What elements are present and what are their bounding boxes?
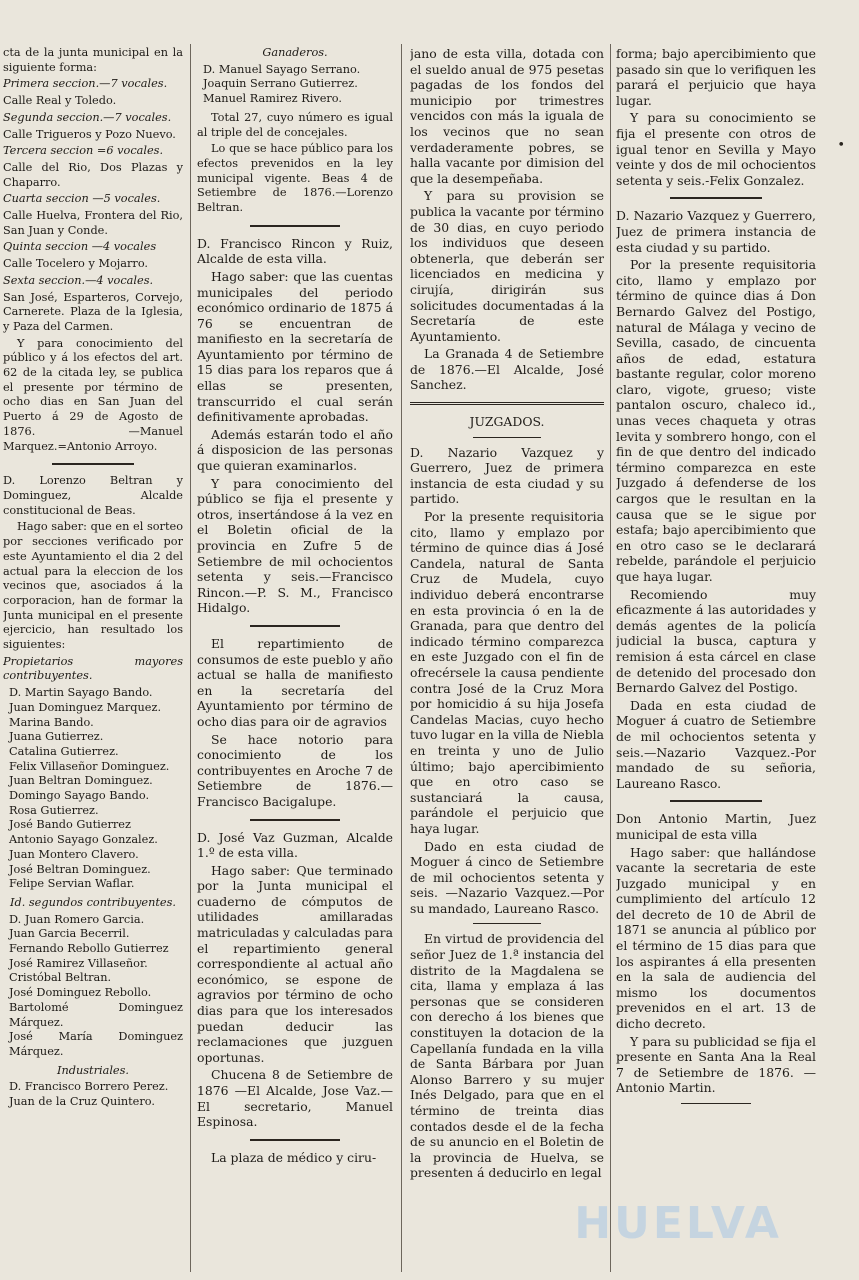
list-item: José María Dominguez Márquez. bbox=[9, 1030, 183, 1058]
list-item: José Dominguez Rebollo. bbox=[9, 986, 152, 1000]
intro-text: cta de la junta municipal en la siguiente forma: bbox=[3, 46, 183, 74]
margin-mark: • bbox=[837, 138, 845, 153]
notice-body: Además estarán todo el año á disposicion de las personas que quieran examinarlos. bbox=[197, 426, 393, 474]
list-item: Fernando Rebollo Gutierrez bbox=[9, 942, 169, 956]
section-heading: Sexta seccion.—4 vocales. bbox=[3, 273, 154, 287]
list-item: José Bando Gutierrez bbox=[9, 818, 131, 832]
notice-body: La plaza de médico y ciru- bbox=[211, 1149, 377, 1165]
column-rule bbox=[610, 44, 611, 1272]
name-list bbox=[3, 1080, 183, 1109]
name-list bbox=[197, 63, 393, 107]
notice-body: Recomiendo muy eficazmente á las autoridades y demás agentes de la policía judicial la busca, captura y remision á esta cárcel en clase de detenido del procesado don Bernardo Galvez del Postigo. bbox=[616, 586, 816, 696]
notice-body: Y para su provision se publica la vacante por término de 30 dias, en cuyo periodo los individuos que deseen obtenerla, que deberán ser licenciados en medicina y cirujía, dirigirán sus solicitudes documentadas á la Secretaría de este Ayuntamiento. bbox=[410, 188, 604, 344]
notice-heading: D. Lorenzo Beltran y Dominguez, Alcalde constitucional de Beas. bbox=[3, 474, 183, 517]
column-1 bbox=[3, 46, 183, 1266]
archive-watermark: HUELVA bbox=[574, 1198, 782, 1249]
list-item: D. Manuel Sayago Serrano. bbox=[203, 62, 361, 76]
section-heading: Segunda seccion.—7 vocales. bbox=[3, 110, 172, 124]
list-item: D. Francisco Borrero Perez. bbox=[9, 1080, 169, 1094]
name-list bbox=[3, 913, 183, 1060]
separator bbox=[670, 197, 762, 199]
separator bbox=[473, 923, 541, 924]
separator bbox=[52, 463, 135, 465]
separator bbox=[670, 800, 762, 802]
column-2 bbox=[197, 46, 393, 1266]
notice-body: jano de esta villa, dotada con el sueldo anual de 975 pesetas pagadas de los fondos del municipio por trimestres vencidos con más la iguala de los vecinos que no sean verdaderamente pobres, se halla vacante por dimision del que la desempeñaba. bbox=[410, 46, 604, 186]
notice-body: Hago saber: Que terminado por la Junta municipal el cuaderno de cómputos de utilidades amillaradas matriculadas y calculadas para el repartimiento general correspondiente al actual año económico, se espone de agravios por término de ocho dias para que los interesados puedan deducir las reclamaciones que juzguen oportunas. bbox=[197, 862, 393, 1065]
notice-body: Total 27, cuyo número es igual al triple del de concejales. bbox=[197, 110, 393, 139]
list-item: Felipe Servian Waflar. bbox=[9, 877, 135, 891]
list-item: Antonio Sayago Gonzalez. bbox=[9, 833, 158, 847]
notice-body: Lo que se hace público para los efectos prevenidos en la ley municipal vigente. Beas 4 de Setiembre de 1876.—Lorenzo Beltran. bbox=[197, 142, 393, 215]
notice-body: Por la presente requisitoria cito, llamo y emplazo por término de quince dias á José Candela, natural de Santa Cruz de Mudela, cuyo individuo deberá encontrarse en esta provincia ó en la de Granada, para que dentro del indicado término comparezca en este Juzgado con el fin de ofrecérsele la causa pendiente contra José de la Cruz Mora por homicidio á su hija Josefa Candelas Macias, cuyo hecho tuvo lugar en la villa de Niebla en treinta y uno de Julio último; bajo apercibimiento que en otro caso se sustanciará la causa, parándole el perjuicio que haya lugar. bbox=[410, 509, 604, 836]
notice-body: Y para su publicidad se fija el presente en Santa Ana la Real 7 de Setiembre de 1876. —Antonio Martin. bbox=[616, 1033, 816, 1096]
list-item: Manuel Ramirez Rivero. bbox=[203, 92, 342, 106]
list-item: Cristóbal Beltran. bbox=[9, 971, 112, 985]
list-item: Juan Dominguez Marquez. bbox=[9, 700, 162, 714]
list-item: Joaquin Serrano Gutierrez. bbox=[203, 77, 358, 91]
double-rule bbox=[410, 402, 604, 405]
list-title: Id. segundos contribuyentes. bbox=[10, 895, 176, 909]
list-item: José Beltran Dominguez. bbox=[9, 862, 151, 876]
column-rule bbox=[190, 44, 191, 1272]
list-item: Rosa Gutierrez. bbox=[9, 803, 99, 817]
separator bbox=[250, 625, 340, 627]
notice-body: Dado en esta ciudad de Moguer á cinco de Setiembre de mil ochocientos setenta y seis. —Nazario Vazquez.—Por su mandado, Laureano Rasco. bbox=[410, 838, 604, 916]
list-item: Juan Garcia Becerril. bbox=[9, 927, 130, 941]
list-item: D. Martin Sayago Bando. bbox=[9, 686, 153, 700]
notice-body: Y para conocimiento del público se fija el presente y otros, insertándose á la vez en el Boletin oficial de la provincia en Zufre 5 de Setiembre de mil ochocientos setenta y seis.—Francisco Rincon.—P. S. M., Francisco Hidalgo. bbox=[197, 475, 393, 616]
column-4 bbox=[616, 46, 816, 1266]
separator bbox=[250, 819, 340, 821]
list-item: Juan de la Cruz Quintero. bbox=[9, 1095, 155, 1109]
notice-body: forma; bajo apercibimiento que pasado sin que lo verifiquen les parará el perjuicio que haya lugar. bbox=[616, 46, 816, 108]
notice-body: Hago saber: que las cuentas municipales del periodo económico ordinario de 1875 á 76 se encuentran de manifiesto en la secretaría de Ayuntamiento por término de 15 dias para los reparos que á ellas se presenten, transcurrido el cual serán definitivamente aprobadas. bbox=[197, 268, 393, 425]
section-heading: Tercera seccion =6 vocales. bbox=[3, 144, 164, 158]
list-item: Catalina Gutierrez. bbox=[9, 744, 119, 758]
column-3 bbox=[410, 46, 604, 1266]
section-streets: Calle del Rio, Dos Plazas y Chaparro. bbox=[3, 160, 183, 189]
notice-body: Por la presente requisitoria cito, llamo y emplazo por término de quince dias á Don Bernardo Galvez del Postigo, natural de Málaga y vecino de Sevilla, casado, de cincuenta años de edad, estatura bastante regular, color moreno claro, vigote, grueso; viste pantalon oscuro, chaleco id., unas veces chaqueta y otras levita y sombrero hongo, con el fin de que dentro del indicado término comparezca en este Juzgado á defenderse de los cargos que le resultan en la causa que se le sigue por estafa; bajo apercibimiento que en otro caso se le declarará rebelde, parándole el perjuicio que haya lugar. bbox=[616, 257, 816, 584]
list-item: Bartolomé Dominguez Márquez. bbox=[9, 1000, 183, 1029]
section-heading: Cuarta seccion —5 vocales. bbox=[3, 192, 161, 206]
notice-heading: D. Nazario Vazquez y Guerrero, Juez de primera instancia de esta ciudad y su partido. bbox=[616, 208, 816, 255]
section-streets: San José, Esparteros, Corvejo, Carnerete. Plaza de la Iglesia, y Paza del Carmen. bbox=[3, 290, 183, 333]
notice-body: Chucena 8 de Setiembre de 1876 —El Alcalde, Jose Vaz.—El secretario, Manuel Espinosa. bbox=[197, 1067, 393, 1130]
publication-notice: Y para conocimiento del público y á los efectos del art. 62 de la citada ley, se publica el presente por término de ocho dias en San Juan del Puerto á 29 de Agosto de 1876. —Manuel Marquez.=Antonio Arroyo. bbox=[3, 336, 183, 453]
notice-heading: Don Antonio Martin, Juez municipal de esta villa bbox=[616, 811, 816, 842]
section-streets: Calle Tocelero y Mojarro. bbox=[3, 257, 149, 271]
separator bbox=[473, 437, 541, 438]
notice-body: Y para su conocimiento se fija el presente con otros de igual tenor en Sevilla y Mayo veinte y dos de mil ochocientos setenta y seis.-Felix Gonzalez. bbox=[616, 110, 816, 188]
notice-signature: La Granada 4 de Setiembre de 1876.—El Alcalde, José Sanchez. bbox=[410, 346, 604, 393]
separator bbox=[250, 1139, 340, 1141]
list-item: Juan Beltran Dominguez. bbox=[9, 774, 153, 788]
name-list bbox=[3, 686, 183, 892]
list-item: Marina Bando. bbox=[9, 715, 94, 729]
notice-heading: D. José Vaz Guzman, Alcalde 1.º de esta villa. bbox=[197, 829, 393, 861]
section-heading: Primera seccion.—7 vocales. bbox=[3, 77, 168, 91]
notice-body: Hago saber: que en el sorteo por secciones verificado por este Ayuntamiento el dia 2 del actual para la eleccion de los vecinos que, asociados á la corporacion, han de formar la Junta municipal en el presente ejercicio, han resultado los siguientes: bbox=[3, 520, 183, 652]
list-item: Juana Gutierrez. bbox=[9, 730, 104, 744]
notice-heading: D. Francisco Rincon y Ruiz, Alcalde de esta villa. bbox=[197, 235, 393, 267]
list-item: D. Juan Romero Garcia. bbox=[9, 912, 145, 926]
separator bbox=[250, 225, 340, 227]
section-streets: Calle Real y Toledo. bbox=[3, 94, 117, 108]
section-streets: Calle Huelva, Frontera del Rio, San Juan y Conde. bbox=[3, 209, 183, 237]
section-heading: Quinta seccion —4 vocales bbox=[3, 240, 157, 254]
list-title: Propietarios mayores contribuyentes. bbox=[3, 654, 183, 683]
list-item: Domingo Sayago Bando. bbox=[9, 789, 150, 803]
section-streets: Calle Trigueros y Pozo Nuevo. bbox=[3, 127, 176, 141]
separator bbox=[681, 1103, 751, 1104]
list-item: José Ramirez Villaseñor. bbox=[9, 956, 148, 970]
column-rule bbox=[401, 44, 402, 1272]
list-item: Juan Montero Clavero. bbox=[9, 847, 139, 861]
list-item: Felix Villaseñor Dominguez. bbox=[9, 759, 170, 773]
notice-body: Hago saber: que hallándose vacante la secretaria de este Juzgado municipal y en cumplimiento del artículo 12 del decreto de 10 de Abril de 1871 se anuncia al público por el término de 15 dias para que los aspirantes á ella presenten en la sala de audiencia del mismo los documentos prevenidos en el art. 13 de dicho decreto. bbox=[616, 844, 816, 1032]
notice-heading: D. Nazario Vazquez y Guerrero, Juez de primera instancia de esta ciudad y su partido. bbox=[410, 444, 604, 507]
list-title: Ganaderos. bbox=[262, 46, 328, 59]
list-title: Industriales. bbox=[56, 1063, 130, 1077]
notice-body: El repartimiento de consumos de este pueblo y año actual se halla de manifiesto en la secretaría del Ayuntamiento por término de ocho dias para oir de agravios bbox=[197, 635, 393, 729]
notice-body: Dada en esta ciudad de Moguer á cuatro de Setiembre de mil ochocientos setenta y seis.—Nazario Vazquez.-Por mandado de su señoria, Laureano Rasco. bbox=[616, 697, 816, 791]
notice-body: En virtud de providencia del señor Juez de 1.ª instancia del distrito de la Magdalena se cita, llama y emplaza á las personas que se consideren con derecho á los bienes que constituyen la dotacion de la Capellanía fundada en la villa de Santa Bárbara por Juan Alonso Barrero y su mujer Inés Delgado, para que en el término de treinta dias contados desde el de la fecha de su anuncio en el Boletin de la provincia de Huelva, se presenten á deducirlo en legal bbox=[410, 931, 604, 1181]
notice-body: Se hace notorio para conocimiento de los contribuyentes en Aroche 7 de Setiembre de 1876.—Francisco Bacigalupe. bbox=[197, 731, 393, 809]
section-title-juzgados: JUZGADOS. bbox=[469, 414, 545, 430]
